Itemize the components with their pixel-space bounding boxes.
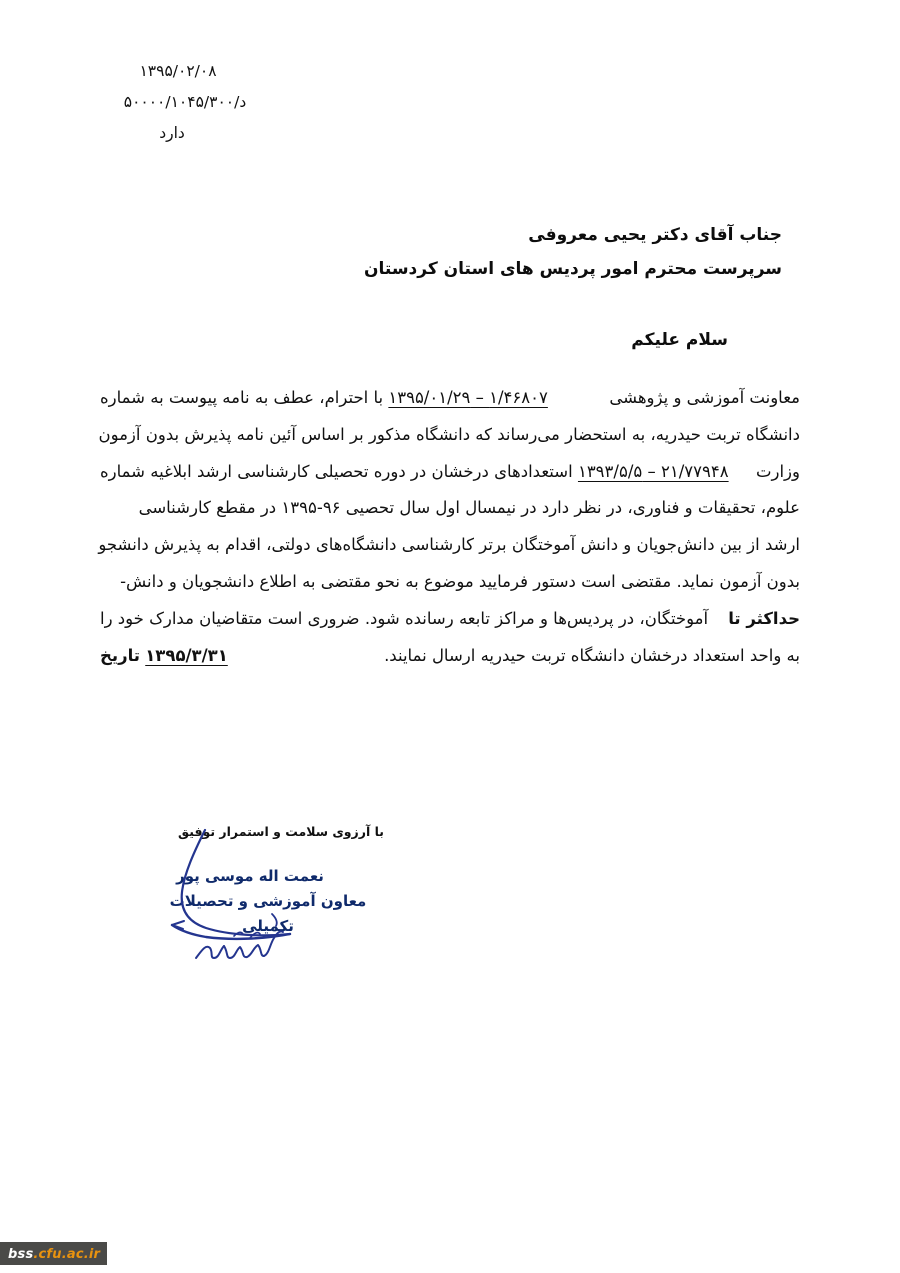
letter-date: ۱۳۹۵/۰۲/۰۸ (139, 62, 217, 80)
salutation: سلام علیکم (631, 330, 728, 350)
letter-attachment-label: دارد (159, 124, 185, 142)
body-line-1-lead: با احترام، عطف به نامه پیوست به شماره (100, 388, 384, 407)
body-line-6: بدون آزمون نماید. مقتضی است دستور فرمایید موضوع به نحو مقتضی به اطلاع دانشجویان و دانش- (120, 571, 800, 591)
letter-reference-number: د/۵۰۰۰۰/۱۰۴۵/۳۰۰ (123, 93, 247, 111)
watermark-prefix: bss (8, 1247, 34, 1262)
body-line-1 (100, 380, 800, 417)
body-line-1-head (100, 380, 548, 417)
reference-citation-1: ۱/۴۶۸۰۷ – ۱۳۹۵/۰۱/۲۹ (388, 388, 548, 407)
body-line-3-lead: استعدادهای درخشان در دوره تحصیلی کارشناسی ارشد ابلاغیه شماره (100, 461, 573, 481)
recipient-block (102, 218, 782, 286)
reference-citation-2: ۲۱/۷۷۹۴۸ – ۱۳۹۳/۵/۵ (577, 461, 729, 481)
watermark-text (8, 1247, 100, 1262)
body-line-8-head (100, 638, 228, 675)
letter-header (60, 56, 310, 149)
signer-block (148, 864, 388, 939)
body-line-8 (100, 638, 800, 675)
recipient-name: جناب آقای دکتر یحیی معروفی (528, 225, 782, 245)
deadline-emphasis: حداکثر تا (728, 608, 800, 628)
recipient-title: سرپرست محترم امور پردیس های استان کردستان (364, 259, 782, 279)
body-line-2: دانشگاه تربت حیدریه، به استحضار می‌رساند که دانشگاه مذکور بر اساس آئین نامه پذیرش بدون آزمون (98, 424, 800, 444)
watermark-domain: .cfu.ac.ir (33, 1247, 101, 1262)
body-line-3 (100, 454, 800, 491)
signer-name: نعمت اله موسی پور (176, 867, 324, 885)
body-line-7 (100, 601, 800, 638)
letter-body (100, 380, 800, 674)
body-line-3-tail: وزارت (755, 461, 800, 481)
body-line-8-tail: به واحد استعداد درخشان دانشگاه تربت حیدریه ارسال نمایند. (384, 645, 800, 665)
body-line-3-head (100, 454, 729, 491)
site-watermark (0, 1242, 107, 1265)
body-line-5: ارشد از بین دانش‌جویان و دانش آموختگان برتر کارشناسی دانشگاه‌های دولتی، اقدام به پذیرش دانشجو (98, 535, 800, 555)
signer-title: معاون آموزشی و تحصیلات تکمیلی (169, 892, 367, 935)
deadline-date: ۱۳۹۵/۳/۳۱ (145, 645, 228, 665)
body-line-1-tail: معاونت آموزشی و پژوهشی (609, 388, 800, 407)
body-line-7-lead: آموختگان، در پردیس‌ها و مراکز تابعه رسانده شود. ضروری است متقاضیان مدارک خود را (100, 608, 709, 628)
deadline-date-label: تاریخ (100, 645, 140, 665)
closing-salutation: با آرزوی سلامت و استمرار توفیق (178, 824, 384, 839)
body-line-4: علوم، تحقیقات و فناوری، در نظر دارد در نیمسال اول سال تحصیی ۹۶-۱۳۹۵ در مقطع کارشناسی (138, 498, 800, 518)
